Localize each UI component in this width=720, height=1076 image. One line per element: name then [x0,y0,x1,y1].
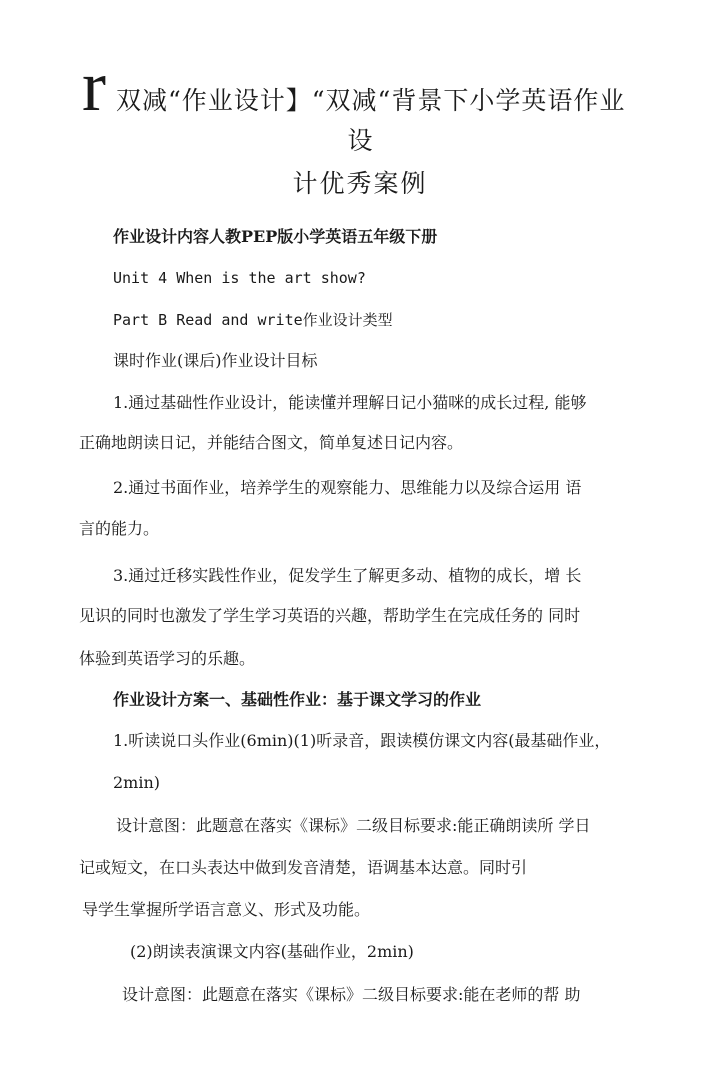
plan-heading: 作业设计方案一、基础性作业：基于课文学习的作业 [113,690,482,709]
goal-1-line-a: 1.通过基础性作业设计，能读懂并理解日记小猫咪的成长过程, 能够 [113,393,587,412]
task-1-line-a: 1.听读说口头作业(6min)(1)听录音，跟读模仿课文内容(最基础作业， [113,731,611,750]
intent-1-line-c: 导学生掌握所学语言意义、形式及功能。 [82,900,371,919]
goal-2-line-b: 言的能力。 [79,519,160,538]
type-line: 课时作业(课后)作业设计目标 [113,351,318,370]
title-line-3: 计优秀案例 [292,169,428,198]
part-line: Part B Read and write作业设计类型 [113,311,393,329]
goal-3-line-a: 3.通过迁移实践性作业，促发学生了解更多动、植物的成长，增 长 [113,566,582,585]
goal-3-line-c: 体验到英语学习的乐趣。 [79,649,256,668]
title-line-2: 设 [347,126,373,155]
unit-line: Unit 4 When is the art show? [113,269,366,287]
task-2-line: (2)朗读表演课文内容(基础作业，2min) [130,942,414,961]
goal-2-line-a: 2.通过书面作业，培养学生的观察能力、思维能力以及综合运用 语 [113,478,582,497]
title-line-1: 双减“作业设计】“双减“背景下小学英语作业 [116,86,626,115]
title-drop-glyph: r [82,46,106,126]
content-heading: 作业设计内容人教PEP版小学英语五年级下册 [113,227,438,246]
goal-3-line-b: 见识的同时也激发了学生学习英语的兴趣，帮助学生在完成任务的 同时 [79,606,581,625]
intent-2-line-a: 设计意图：此题意在落实《课标》二级目标要求:能在老师的帮 助 [122,985,581,1004]
intent-1-line-b: 记或短文，在口头表达中做到发音清楚，语调基本达意。同时引 [79,858,528,877]
goal-1-line-b: 正确地朗读日记，并能结合图文，简单复述日记内容。 [79,433,464,452]
task-1-line-b: 2min) [113,773,161,792]
intent-1-line-a: 设计意图：此题意在落实《课标》二级目标要求:能正确朗读所 学日 [116,816,591,835]
